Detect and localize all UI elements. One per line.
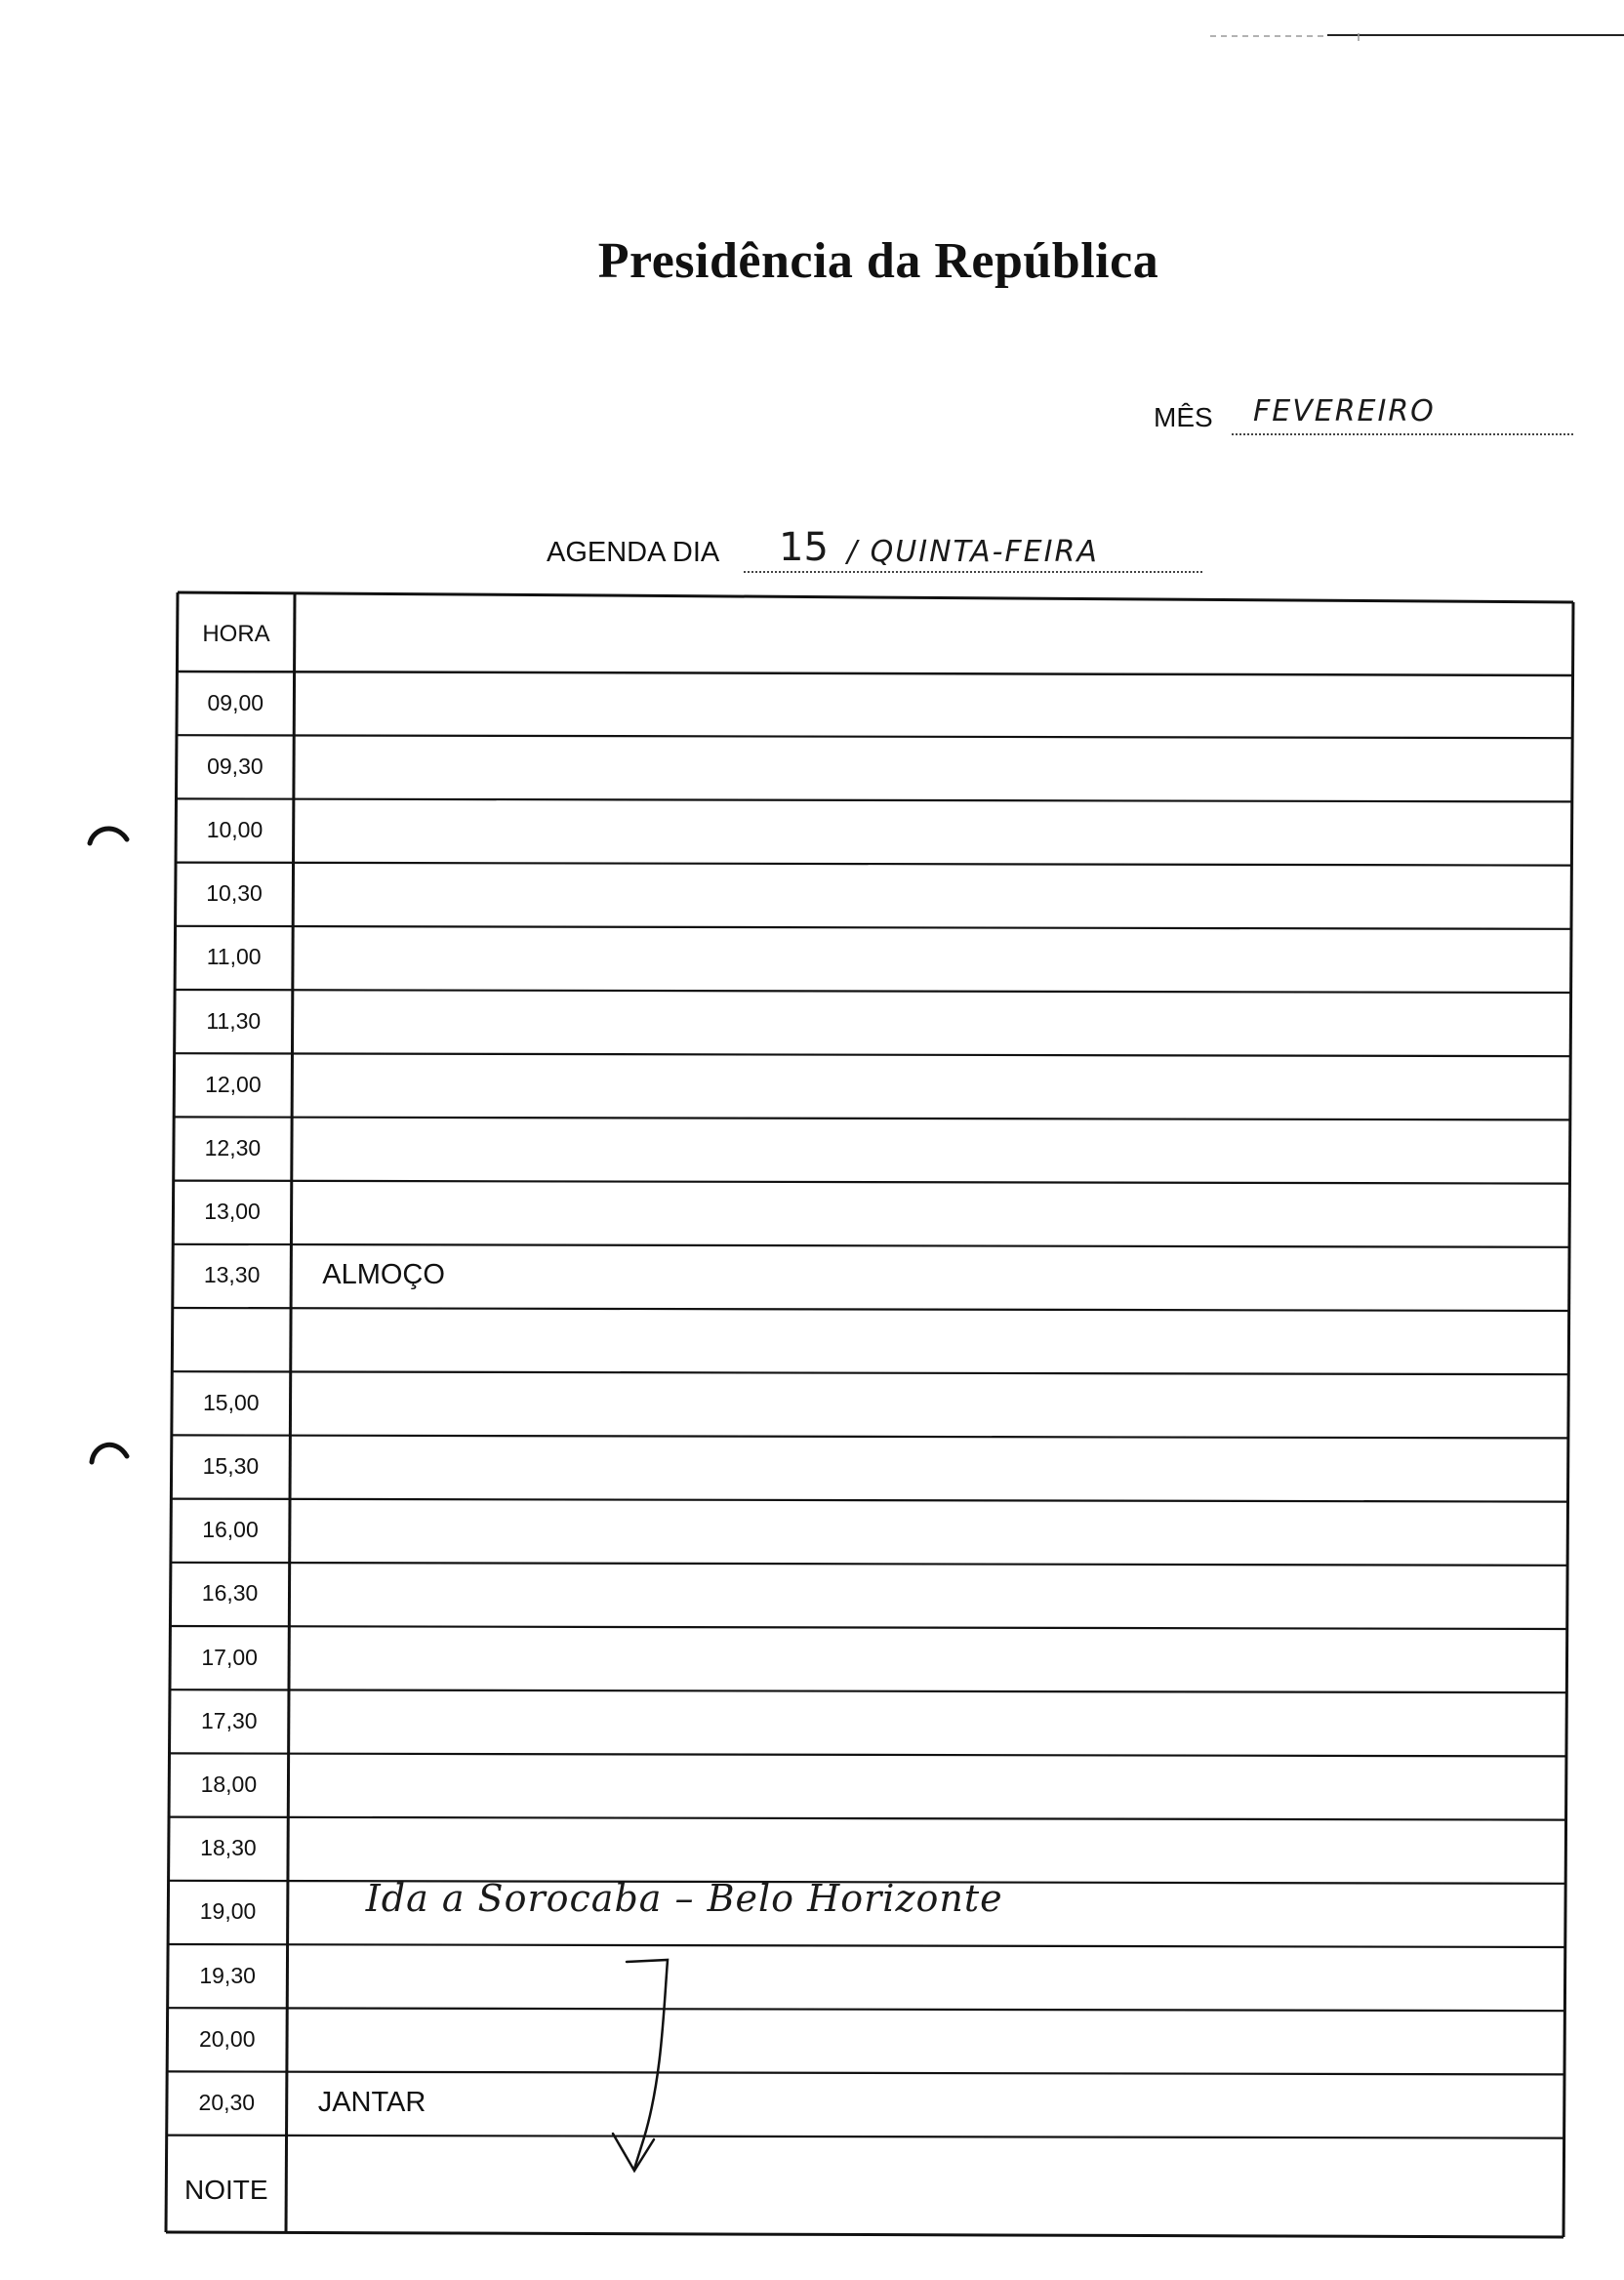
row-divider [176,863,1571,866]
row-divider [176,798,1571,801]
row-divider [167,2136,1564,2138]
hora-cell: 13,30 [203,1262,261,1288]
hora-cell: 09,00 [207,689,264,715]
row-divider [168,1944,1565,1947]
hora-cell: 11,00 [206,944,262,970]
handwritten-entry: Ida a Sorocaba – Belo Horizonte [365,1877,1003,1921]
hora-cell: 09,30 [207,753,264,779]
row-divider [173,1244,1569,1247]
row-divider [170,1626,1566,1629]
row-divider [177,735,1572,738]
row-divider [170,1753,1566,1756]
row-divider [173,1308,1569,1311]
row-divider [172,1371,1568,1374]
row-divider [171,1499,1567,1502]
hora-cell: 10,30 [206,880,263,907]
hora-cell: 10,00 [206,817,264,842]
hora-cell: 16,00 [202,1517,259,1543]
hora-cell: 17,30 [200,1707,258,1733]
row-divider [177,672,1572,675]
row-divider [176,926,1571,929]
hora-cell: 15,00 [203,1389,260,1415]
hora-cell: 16,30 [201,1580,259,1607]
hora-cell: 19,30 [199,1962,256,1988]
hora-cell: 13,00 [204,1199,261,1225]
handwritten-arrow-icon [586,1952,703,2186]
hora-cell: 11,30 [206,1007,262,1034]
hora-cell: 18,30 [200,1835,257,1861]
hora-cell: 18,00 [200,1771,258,1797]
hora-cell: 12,00 [205,1071,262,1097]
month-label: MÊS [1154,402,1213,432]
hora-cell: 15,30 [202,1453,260,1479]
row-divider [169,1817,1566,1820]
row-divider [172,1435,1568,1438]
hora-cell: 17,00 [201,1644,258,1670]
month-handwritten-value: FEVEREIRO [1253,394,1436,428]
agenda-day-label: AGENDA DIA [547,537,720,568]
agenda-weekday-handwritten: / QUINTA-FEIRA [847,535,1099,569]
agenda-entry: JANTAR [317,2087,426,2118]
row-divider [174,1181,1570,1184]
agenda-entry: ALMOÇO [322,1259,445,1291]
page-title: Presidência da República [597,233,1159,289]
agenda-day-handwritten: 15 [779,525,829,570]
hora-cell: 19,00 [199,1898,257,1925]
hora-cell: 12,30 [204,1135,262,1160]
row-divider [167,2071,1564,2074]
hora-cell: 20,30 [198,2090,256,2115]
row-divider [171,1563,1567,1566]
row-divider [175,1053,1571,1056]
row-divider [168,2008,1565,2011]
hora-column-header: HORA [202,621,270,647]
row-divider [175,990,1571,993]
hora-cell: NOITE [183,2174,268,2205]
row-divider [174,1117,1570,1120]
row-divider [170,1690,1566,1692]
hora-cell: 20,00 [198,2025,256,2052]
